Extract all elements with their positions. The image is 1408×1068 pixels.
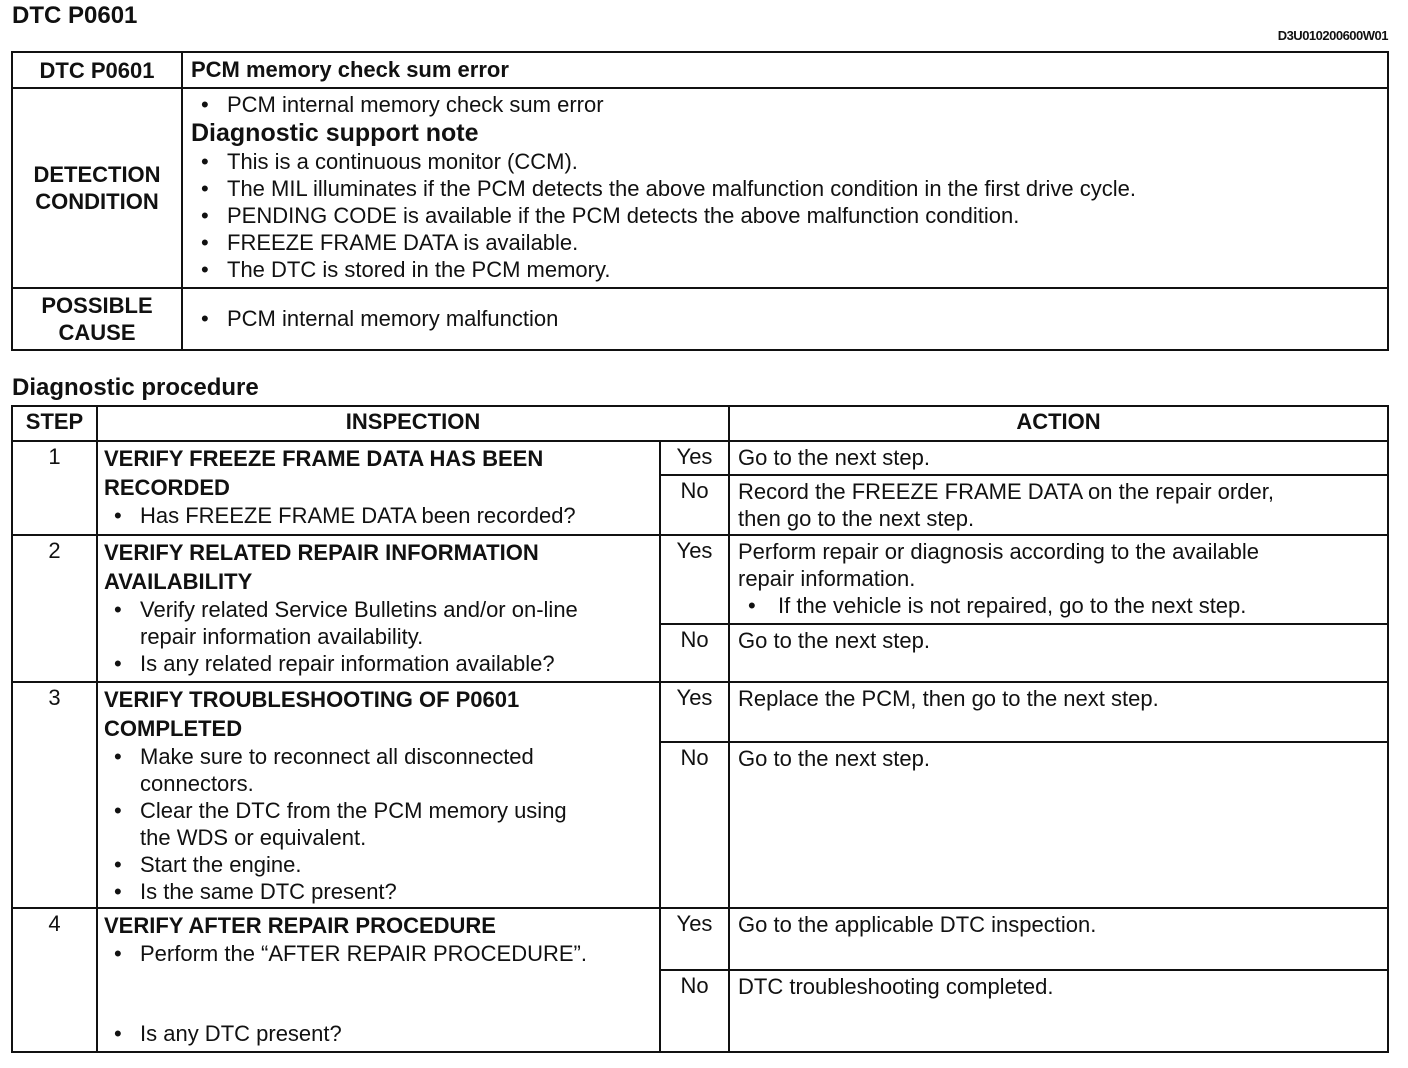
bullet-line: Make sure to reconnect all disconnected [140,744,534,769]
step-number: 2 [12,535,97,682]
support-note-item: • FREEZE FRAME DATA is available. [191,229,1379,256]
step-bullet [104,596,653,650]
dtc-summary-table [11,51,1389,351]
step-heading: VERIFY FREEZE FRAME DATA HAS BEEN [104,446,544,471]
yes-action [729,441,1388,475]
yes-action-text: Perform repair or diagnosis according to the available [738,539,1259,564]
step-inspection [97,682,660,908]
header-action: ACTION [729,406,1388,441]
action-bullet: • If the vehicle is not repaired, go to the next step. [738,592,1379,619]
section-title: Diagnostic procedure [12,374,259,401]
step-bullets [104,940,653,967]
possible-cause-label [12,288,182,350]
step-heading: AVAILABILITY [104,569,253,594]
step-bullet: • Perform the “AFTER REPAIR PROCEDURE”. [104,940,653,967]
no-action-text: then go to the next step. [738,506,975,531]
yes-action-text: Go to the next step. [738,445,931,470]
yes-label: Yes [660,535,729,624]
cause-label-line2: CAUSE [58,320,136,345]
page-title: DTC P0601 [12,2,138,29]
step-bullet: • Has FREEZE FRAME DATA been recorded? [104,502,653,529]
detection-label-line1: DETECTION [33,162,161,187]
support-notes-list [191,148,1379,283]
bullet-line: Clear the DTC from the PCM memory using [140,798,567,823]
yes-action-text: Replace the PCM, then go to the next step. [738,686,1159,711]
yes-action [729,908,1388,970]
cause-item: • PCM internal memory malfunction [191,305,1379,332]
dtc-code-label: DTC P0601 [12,52,182,88]
support-note-item: • The DTC is stored in the PCM memory. [191,256,1379,283]
cause-label-line1: POSSIBLE [41,293,153,318]
support-note-item: • The MIL illuminates if the PCM detects the above malfunction condition in the first drive cycle. [191,175,1379,202]
bullet-line: repair information availability. [140,624,424,649]
no-action-text: DTC troubleshooting completed. [738,974,1054,999]
step-bullet: • Is any DTC present? [104,1020,653,1047]
step-bullets-bottom [104,1020,653,1047]
detection-condition-label [12,88,182,288]
detection-label-line2: CONDITION [35,189,159,214]
header-step: STEP [12,406,97,441]
step-bullets [104,743,653,905]
no-action [729,624,1388,682]
no-action [729,475,1388,535]
yes-action [729,682,1388,742]
no-label: No [660,624,729,682]
no-action-text: Record the FREEZE FRAME DATA on the repair order, [738,479,1274,504]
yes-label: Yes [660,441,729,475]
detection-list [191,91,1379,118]
yes-label: Yes [660,682,729,742]
header-inspection: INSPECTION [97,406,729,441]
step-heading: VERIFY TROUBLESHOOTING OF P0601 [104,687,520,712]
diagnostic-procedure-table [11,405,1389,1053]
step-number: 1 [12,441,97,535]
step-heading: COMPLETED [104,716,243,741]
yes-action-text: repair information. [738,566,916,591]
dtc-description: PCM memory check sum error [182,52,1388,88]
detection-item: • PCM internal memory check sum error [191,91,1379,118]
detection-condition-cell [182,88,1388,288]
no-action-text: Go to the next step. [738,628,931,653]
no-label: No [660,970,729,1052]
bullet-line: the WDS or equivalent. [140,825,367,850]
step-bullet: • Start the engine. [104,851,653,878]
yes-label: Yes [660,908,729,970]
step-bullet [104,797,653,851]
no-action [729,742,1388,908]
step-inspection [97,441,660,535]
cause-list [191,305,1379,332]
bullet-line: Verify related Service Bulletins and/or on-line [140,597,578,622]
step-inspection [97,908,660,1052]
bullet-line: connectors. [140,771,254,796]
step-bullets [104,502,653,529]
support-note-item: • PENDING CODE is available if the PCM detects the above malfunction condition. [191,202,1379,229]
step-bullets [104,596,653,677]
step-bullet: • Is any related repair information available? [104,650,653,677]
no-label: No [660,475,729,535]
no-label: No [660,742,729,908]
document-id: D3U010200600W01 [1277,28,1388,43]
step-inspection [97,535,660,682]
step-number: 3 [12,682,97,908]
step-number: 4 [12,908,97,1052]
possible-cause-cell [182,288,1388,350]
yes-action [729,535,1388,624]
support-note-title: Diagnostic support note [191,119,479,147]
no-action [729,970,1388,1052]
yes-action-text: Go to the applicable DTC inspection. [738,912,1097,937]
no-action-text: Go to the next step. [738,746,931,771]
step-heading: RECORDED [104,475,230,500]
support-note-item: • This is a continuous monitor (CCM). [191,148,1379,175]
step-bullet: • Is the same DTC present? [104,878,653,905]
step-heading: VERIFY AFTER REPAIR PROCEDURE [104,913,496,938]
step-heading: VERIFY RELATED REPAIR INFORMATION [104,540,539,565]
action-bullets [738,592,1379,619]
step-bullet [104,743,653,797]
